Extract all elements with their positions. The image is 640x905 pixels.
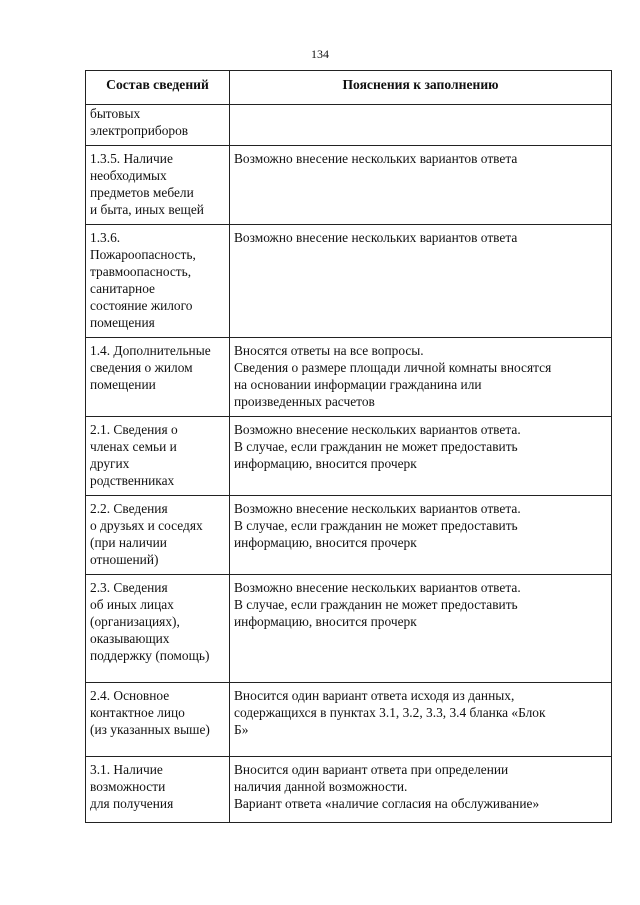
row-explanation-text: Возможно внесение нескольких вариантов ответа xyxy=(234,151,518,166)
table-row xyxy=(86,683,612,757)
row-explanation-cell xyxy=(230,757,612,823)
table-row xyxy=(86,496,612,575)
table-row xyxy=(86,225,612,338)
row-explanation-cell xyxy=(230,338,612,417)
row-item-text: 2.3. Сведения об иных лицах (организациях), оказывающих поддержку (помощь) xyxy=(90,580,210,663)
row-item-text: 2.1. Сведения о членах семьи и других родственниках xyxy=(90,422,178,488)
column-header-composition: Состав сведений xyxy=(86,71,230,105)
table-row xyxy=(86,338,612,417)
row-explanation-cell xyxy=(230,683,612,757)
column-header-explanations: Пояснения к заполнению xyxy=(230,71,612,105)
row-item-cell xyxy=(86,575,230,683)
row-explanation-cell xyxy=(230,575,612,683)
instructions-table xyxy=(85,70,612,823)
page-number: 134 xyxy=(311,47,329,61)
row-item-text: 2.2. Сведения о друзьях и соседях (при наличии отношений) xyxy=(90,501,203,567)
row-explanation-cell xyxy=(230,496,612,575)
row-explanation-cell xyxy=(230,417,612,496)
row-item-cell xyxy=(86,683,230,757)
row-item-text: 2.4. Основное контактное лицо (из указанных выше) xyxy=(90,688,210,737)
row-item-cell xyxy=(86,417,230,496)
table-row xyxy=(86,575,612,683)
row-explanation-text: Возможно внесение нескольких вариантов ответа. В случае, если гражданин не может предоставить информацию, вносится прочерк xyxy=(234,580,521,629)
row-item-cell xyxy=(86,757,230,823)
row-item-cell xyxy=(86,338,230,417)
table-row xyxy=(86,417,612,496)
row-item-cell xyxy=(86,225,230,338)
row-item-cell xyxy=(86,496,230,575)
row-explanation-text: Возможно внесение нескольких вариантов ответа. В случае, если гражданин не может предоставить информацию, вносится прочерк xyxy=(234,501,521,550)
row-explanation-text: Вносится один вариант ответа исходя из данных, содержащихся в пунктах 3.1, 3.2, 3.3, 3.4 бланка «Блок Б» xyxy=(234,688,546,737)
row-explanation-text: Возможно внесение нескольких вариантов ответа. В случае, если гражданин не может предоставить информацию, вносится прочерк xyxy=(234,422,521,471)
row-item-text: 3.1. Наличие возможности для получения xyxy=(90,762,174,811)
row-explanation-cell xyxy=(230,146,612,225)
row-explanation-text: Возможно внесение нескольких вариантов ответа xyxy=(234,230,518,245)
table-row xyxy=(86,146,612,225)
row-item-text: 1.3.6. Пожароопасность, травмоопасность, санитарное состояние жилого помещения xyxy=(90,230,196,330)
table-header-row xyxy=(86,71,612,105)
row-item-text: 1.3.5. Наличие необходимых предметов мебели и быта, иных вещей xyxy=(90,151,204,217)
row-explanation-text: Вносятся ответы на все вопросы. Сведения о размере площади личной комнаты вносятся на основании информации гражданина или произведенных расчетов xyxy=(234,343,552,409)
row-explanation-cell xyxy=(230,225,612,338)
table-row xyxy=(86,105,612,146)
row-item-text: 1.4. Дополнительные сведения о жилом помещении xyxy=(90,343,211,392)
row-item-text: бытовых электроприборов xyxy=(90,106,189,138)
row-explanation-cell xyxy=(230,105,612,146)
table-row xyxy=(86,757,612,823)
row-item-cell xyxy=(86,146,230,225)
row-item-cell xyxy=(86,105,230,146)
row-explanation-text: Вносится один вариант ответа при определении наличия данной возможности. Вариант ответа «наличие согласия на обслуживание» xyxy=(234,762,540,811)
